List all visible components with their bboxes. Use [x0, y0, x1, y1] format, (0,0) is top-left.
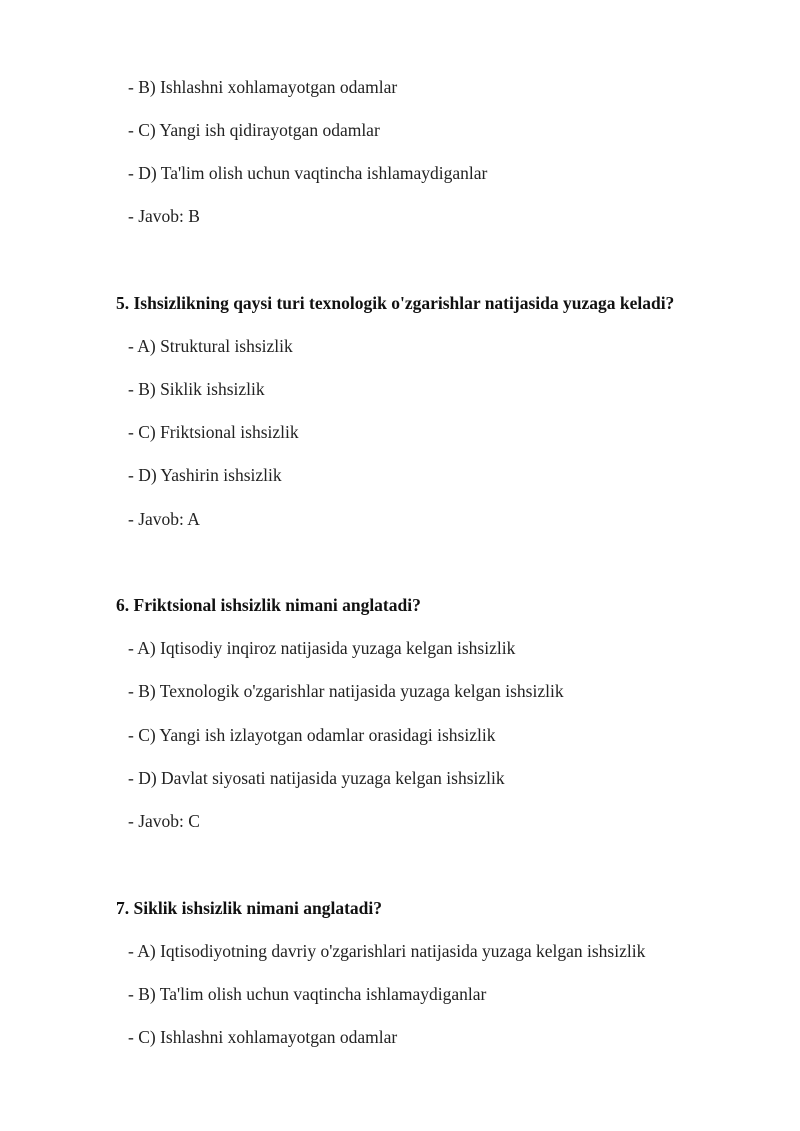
- answer-line: - Javob: B: [128, 206, 200, 226]
- option-d: - D) Yashirin ishsizlik: [128, 465, 282, 485]
- option-a: - A) Struktural ishsizlik: [128, 336, 293, 356]
- option-d: - D) Ta'lim olish uchun vaqtincha ishlamaydiganlar: [128, 163, 488, 183]
- option-b: - B) Ishlashni xohlamayotgan odamlar: [128, 77, 398, 97]
- question-title: 5. Ishsizlikning qaysi turi texnologik o'zgarishlar natijasida yuzaga keladi?: [116, 293, 675, 313]
- answer-line: - Javob: A: [128, 509, 200, 529]
- option-b: - B) Siklik ishsizlik: [128, 379, 265, 399]
- option-d: - D) Davlat siyosati natijasida yuzaga kelgan ishsizlik: [128, 768, 505, 788]
- answer-line: - Javob: C: [128, 811, 200, 831]
- option-c: - C) Yangi ish qidirayotgan odamlar: [128, 120, 380, 140]
- option-a: - A) Iqtisodiy inqiroz natijasida yuzaga kelgan ishsizlik: [128, 638, 516, 658]
- option-c: - C) Friktsional ishsizlik: [128, 422, 299, 442]
- question-title: 6. Friktsional ishsizlik nimani anglatadi?: [116, 595, 421, 615]
- option-a: - A) Iqtisodiyotning davriy o'zgarishlari natijasida yuzaga kelgan ishsizlik: [128, 941, 646, 961]
- option-b: - B) Texnologik o'zgarishlar natijasida yuzaga kelgan ishsizlik: [128, 681, 564, 701]
- option-b: - B) Ta'lim olish uchun vaqtincha ishlamaydiganlar: [128, 984, 487, 1004]
- question-title: 7. Siklik ishsizlik nimani anglatadi?: [116, 898, 382, 918]
- option-c: - C) Ishlashni xohlamayotgan odamlar: [128, 1027, 398, 1047]
- option-c: - C) Yangi ish izlayotgan odamlar orasidagi ishsizlik: [128, 725, 496, 745]
